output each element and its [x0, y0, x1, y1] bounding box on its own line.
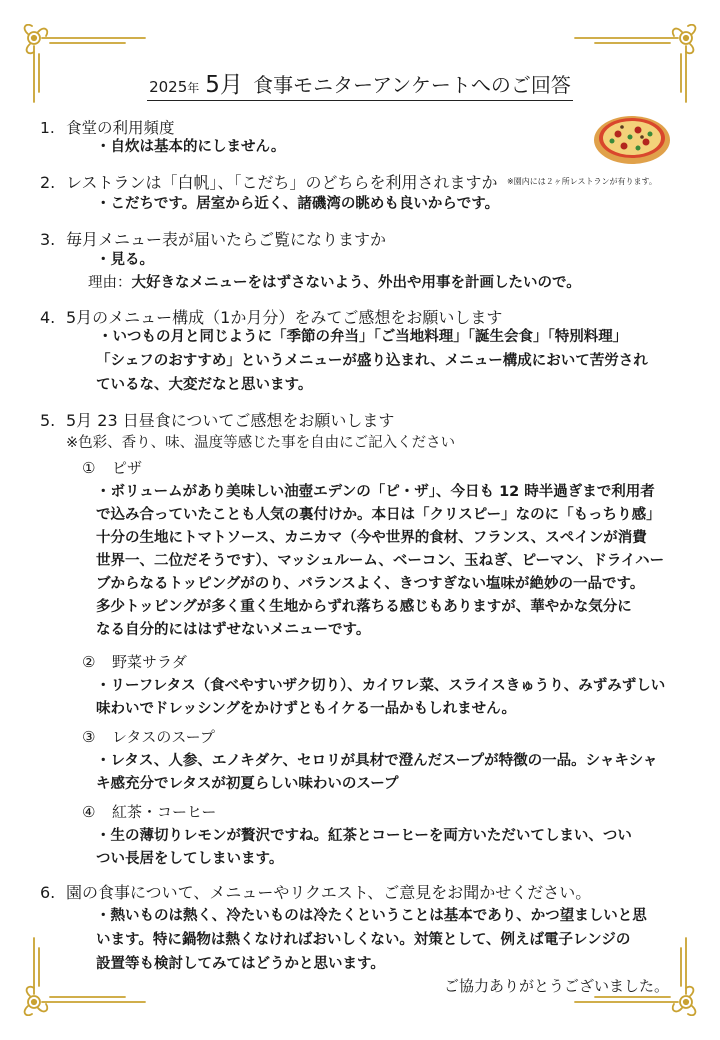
question-number: 5.	[40, 411, 56, 430]
question-number: 6.	[40, 883, 56, 902]
answer-2: ・こだちです。居室から近く、諸磯湾の眺めも良いからです。	[96, 196, 500, 212]
sub-item-label: ピザ	[112, 459, 143, 477]
pizza-icon	[592, 110, 672, 166]
drinks-comment-line: つい長居をしてしまいます。	[96, 851, 284, 867]
answer-4-line: ・いつもの月と同じように「季節の弁当」「ご当地料理」「誕生会食」「特別料理」	[98, 329, 628, 345]
sub-item-number: ①	[82, 459, 96, 477]
answer-1: ・自炊は基本的にしません。	[96, 139, 286, 155]
page-title	[0, 66, 720, 101]
pizza-comment-line: ブからなるトッピングがのり、バランスよく、きつすぎない塩味が絶妙の一品です。	[96, 576, 645, 592]
answer-3: ・見る。	[96, 252, 154, 268]
answer-6-line: います。特に鍋物は熱くなければおいしくない。対策として、例えば電子レンジの	[96, 932, 631, 948]
sub-item-soup	[82, 726, 215, 747]
sub-item-label: 野菜サラダ	[112, 653, 187, 671]
pizza-comment-line: なる自分的にははずせないメニューです。	[96, 622, 371, 638]
reason-line	[88, 271, 581, 292]
title-year: 2025	[149, 78, 188, 96]
soup-comment-line: ・レタス、人参、エノキダケ、セロリが具材で澄んだスープが特徴の一品。シャキシャ	[96, 753, 658, 769]
reason-label: 理由：	[88, 275, 132, 291]
question-2	[40, 170, 498, 193]
question-4	[40, 305, 502, 328]
question-text: レストランは「白帆」、「こだち」のどちらを利用されますか	[66, 173, 498, 192]
question-number: 2.	[40, 173, 56, 192]
pizza-comment-line: 世界一、二位だそうです）、マッシュルーム、ベーコン、玉ねぎ、ピーマン、ドライハー	[96, 553, 665, 569]
pizza-comment-line: 十分の生地にトマトソース、カニカマ（今や世界的食材、フランス、スペインが消費	[96, 530, 647, 546]
answer-4-line: 「シェフのおすすめ」というメニューが盛り込まれ、メニュー構成において苦労され	[96, 353, 648, 369]
question-number: 3.	[40, 230, 56, 249]
salad-comment-line: ・リーフレタス（食べやすいザク切り）、カイワレ菜、スライスきゅうり、みずみずしい	[96, 678, 666, 694]
salad-comment-line: 味わいでドレッシングをかけずともイケる一品かもしれません。	[96, 701, 516, 717]
title-month: 5月	[205, 72, 243, 98]
question-text: 5月 23 日昼食についてご感想をお願いします	[66, 411, 395, 430]
question-5	[40, 408, 394, 431]
title-nen: 年	[187, 81, 200, 95]
pizza-comment-line: ・ボリュームがあり美味しい油壺エデンの「ピ・ザ」、今日も 12 時半過ぎまで利用者	[96, 484, 655, 500]
question-number: 1.	[40, 119, 55, 137]
sub-item-label: 紅茶・コーヒー	[112, 803, 217, 821]
question-text: 園の食事について、メニューやリクエスト、ご意見をお聞かせください。	[66, 883, 592, 902]
pizza-comment-line: で込み合っていたことも人気の裏付けか。本日は「クリスピー」なのに「もっちり感」	[96, 507, 661, 523]
question-1	[40, 116, 175, 138]
question-text: 食堂の利用頻度	[66, 119, 175, 137]
question-5-note: ※色彩、香り、味、温度等感じた事を自由にご記入ください	[66, 435, 456, 451]
answer-6-line: ・熱いものは熱く、冷たいものは冷たくということは基本であり、かつ望ましいと思	[96, 908, 647, 924]
answer-6-line: 設置等も検討してみてはどうかと思います。	[96, 956, 385, 972]
reason-text: 大好きなメニューをはずさないよう、外出や用事を計画したいので。	[131, 275, 581, 291]
sub-item-number: ③	[82, 728, 96, 746]
restaurant-note: ※園内には２ヶ所レストランが有ります。	[507, 177, 657, 186]
closing-message: ご協力ありがとうございました。	[444, 977, 670, 995]
question-text: 毎月メニュー表が届いたらご覧になりますか	[66, 230, 387, 249]
sub-item-number: ②	[82, 653, 96, 671]
sub-item-number: ④	[82, 803, 96, 821]
sub-item-pizza	[82, 457, 142, 478]
question-text: 5月のメニュー構成（1か月分）をみてご感想をお願いします	[66, 308, 503, 327]
title-text: 食事モニターアンケートへのご回答	[253, 73, 571, 97]
question-number: 4.	[40, 308, 56, 327]
soup-comment-line: キ感充分でレタスが初夏らしい味わいのスープ	[96, 776, 399, 792]
question-6	[40, 880, 591, 903]
sub-item-salad	[82, 651, 187, 672]
sub-item-drinks	[82, 801, 216, 822]
drinks-comment-line: ・生の薄切りレモンが贅沢ですね。紅茶とコーヒーを両方いただいてしまい、つい	[96, 828, 632, 844]
question-3	[40, 227, 386, 250]
pizza-comment-line: 多少トッピングが多く重く生地からずれ落ちる感じもありますが、華やかな気分に	[96, 599, 632, 615]
sub-item-label: レタスのスープ	[112, 728, 215, 746]
answer-4-line: ているな、大変だなと思います。	[96, 377, 313, 393]
